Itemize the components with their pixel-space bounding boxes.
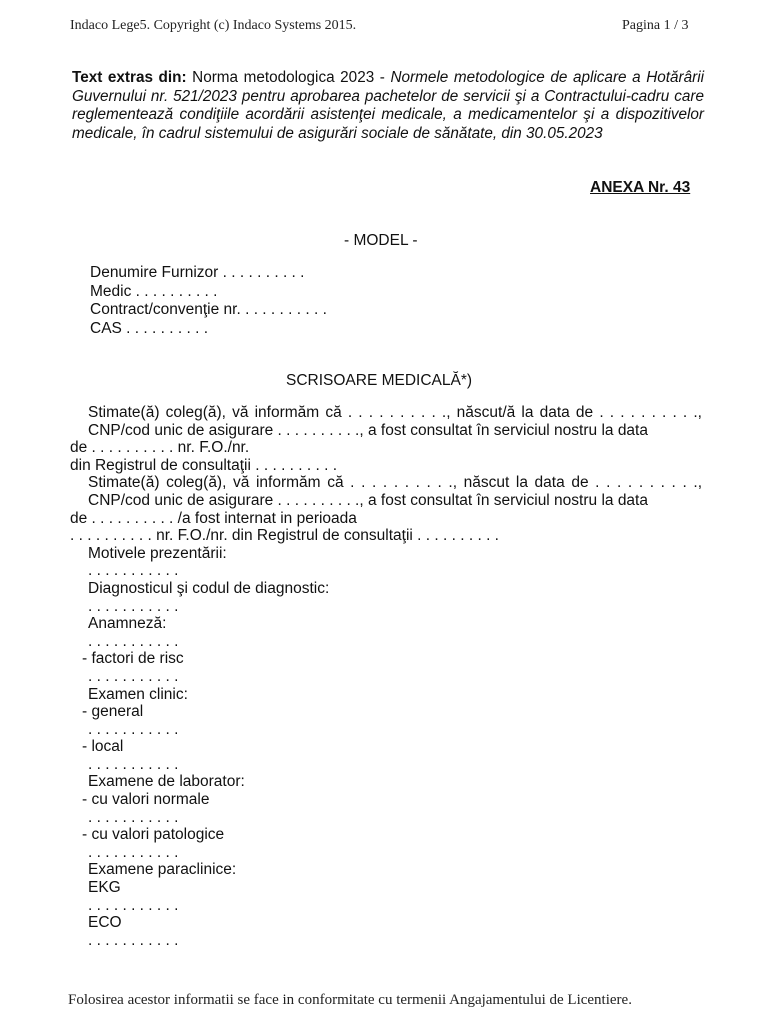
section-lab-exams: Examene de laborator: bbox=[88, 773, 245, 791]
hospital-paragraph: Stimate(ă) coleg(ă), vă informăm că . . . . . . . . . ., născut la data de . . . . . . . . . ., CNP/cod unic de asigurare . . . . . . . . . ., a fost consultat în serviciul nostru la data bbox=[88, 474, 702, 509]
letter-body bbox=[70, 404, 702, 949]
section-clinical-exam: Examen clinic: bbox=[88, 685, 188, 703]
section-anamneza: Anamneză: bbox=[88, 615, 167, 633]
dots-line: . . . . . . . . . . . bbox=[88, 808, 179, 826]
letter-title: SCRISOARE MEDICALĂ*) bbox=[286, 372, 473, 389]
section-local: - local bbox=[82, 738, 124, 756]
annex-number: ANEXA Nr. 43 bbox=[590, 179, 691, 196]
copyright-header: Indaco Lege5. Copyright (c) Indaco Systems 2015. bbox=[70, 18, 357, 33]
dots-line: . . . . . . . . . . . bbox=[88, 632, 179, 650]
consult-date-line: de . . . . . . . . . . nr. F.O./nr. bbox=[70, 439, 250, 457]
dots-line: . . . . . . . . . . . bbox=[88, 755, 179, 773]
consult-registry-line: din Registrul de consultaţii . . . . . . . . . . bbox=[70, 456, 338, 474]
hospital-period-line: de . . . . . . . . . . /a fost internat in perioada bbox=[70, 509, 357, 527]
extract-title: Normele metodologice de aplicare a Hotărârii Guvernului nr. 521/2023 pentru aprobarea pachetelor de servicii şi a Contractului-cadru care reglementează condiţiile acordării asistenţei medicale, a medicamentelor şi a dispozitivelor medicale, în cadrul sistemului de asigurări sociale de sănătate, din 30.05.2023 bbox=[72, 69, 704, 142]
section-ekg: EKG bbox=[88, 879, 121, 897]
section-normal-values: - cu valori normale bbox=[82, 791, 210, 809]
section-paraclinical-exams: Examene paraclinice: bbox=[88, 861, 237, 879]
dots-line: . . . . . . . . . . . bbox=[88, 896, 179, 914]
section-diagnostic: Diagnosticul şi codul de diagnostic: bbox=[88, 579, 330, 597]
dots-line: . . . . . . . . . . . bbox=[88, 597, 179, 615]
extract-norm: Norma metodologica 2023 - bbox=[186, 69, 391, 86]
license-footer: Folosirea acestor informatii se face in conformitate cu termenii Angajamentului de Licentiere. bbox=[68, 992, 632, 1008]
consult-paragraph: Stimate(ă) coleg(ă), vă informăm că . . . . . . . . . ., născut/ă la data de . . . . . . . . . ., CNP/cod unic de asigurare . . . . . . . . . ., a fost consultat în serviciul nostru la data bbox=[88, 404, 702, 439]
dots-line: . . . . . . . . . . . bbox=[88, 843, 179, 861]
dots-line: . . . . . . . . . . . bbox=[88, 562, 179, 580]
extract-label: Text extras din: bbox=[72, 69, 187, 86]
cas-field: CAS . . . . . . . . . . bbox=[90, 319, 208, 337]
dots-line: . . . . . . . . . . . bbox=[88, 720, 179, 738]
dots-line: . . . . . . . . . . . bbox=[88, 931, 179, 949]
contract-field: Contract/convenţie nr. . . . . . . . . . . bbox=[90, 301, 327, 319]
extract-source bbox=[72, 69, 704, 143]
page-number: Pagina 1 / 3 bbox=[622, 18, 689, 33]
dots-line: . . . . . . . . . . . bbox=[88, 667, 179, 685]
doctor-field: Medic . . . . . . . . . . bbox=[90, 282, 218, 300]
section-pathological-values: - cu valori patologice bbox=[82, 826, 225, 844]
model-label: - MODEL - bbox=[344, 232, 418, 249]
supplier-fields bbox=[90, 264, 327, 338]
supplier-name-field: Denumire Furnizor . . . . . . . . . . bbox=[90, 264, 305, 281]
section-eco: ECO bbox=[88, 914, 122, 932]
section-risk-factors: - factori de risc bbox=[82, 650, 184, 668]
section-general: - general bbox=[82, 703, 144, 721]
section-motive: Motivele prezentării: bbox=[88, 544, 227, 562]
hospital-registry-line: . . . . . . . . . . nr. F.O./nr. din Registrul de consultaţii . . . . . . . . . . bbox=[70, 527, 499, 545]
